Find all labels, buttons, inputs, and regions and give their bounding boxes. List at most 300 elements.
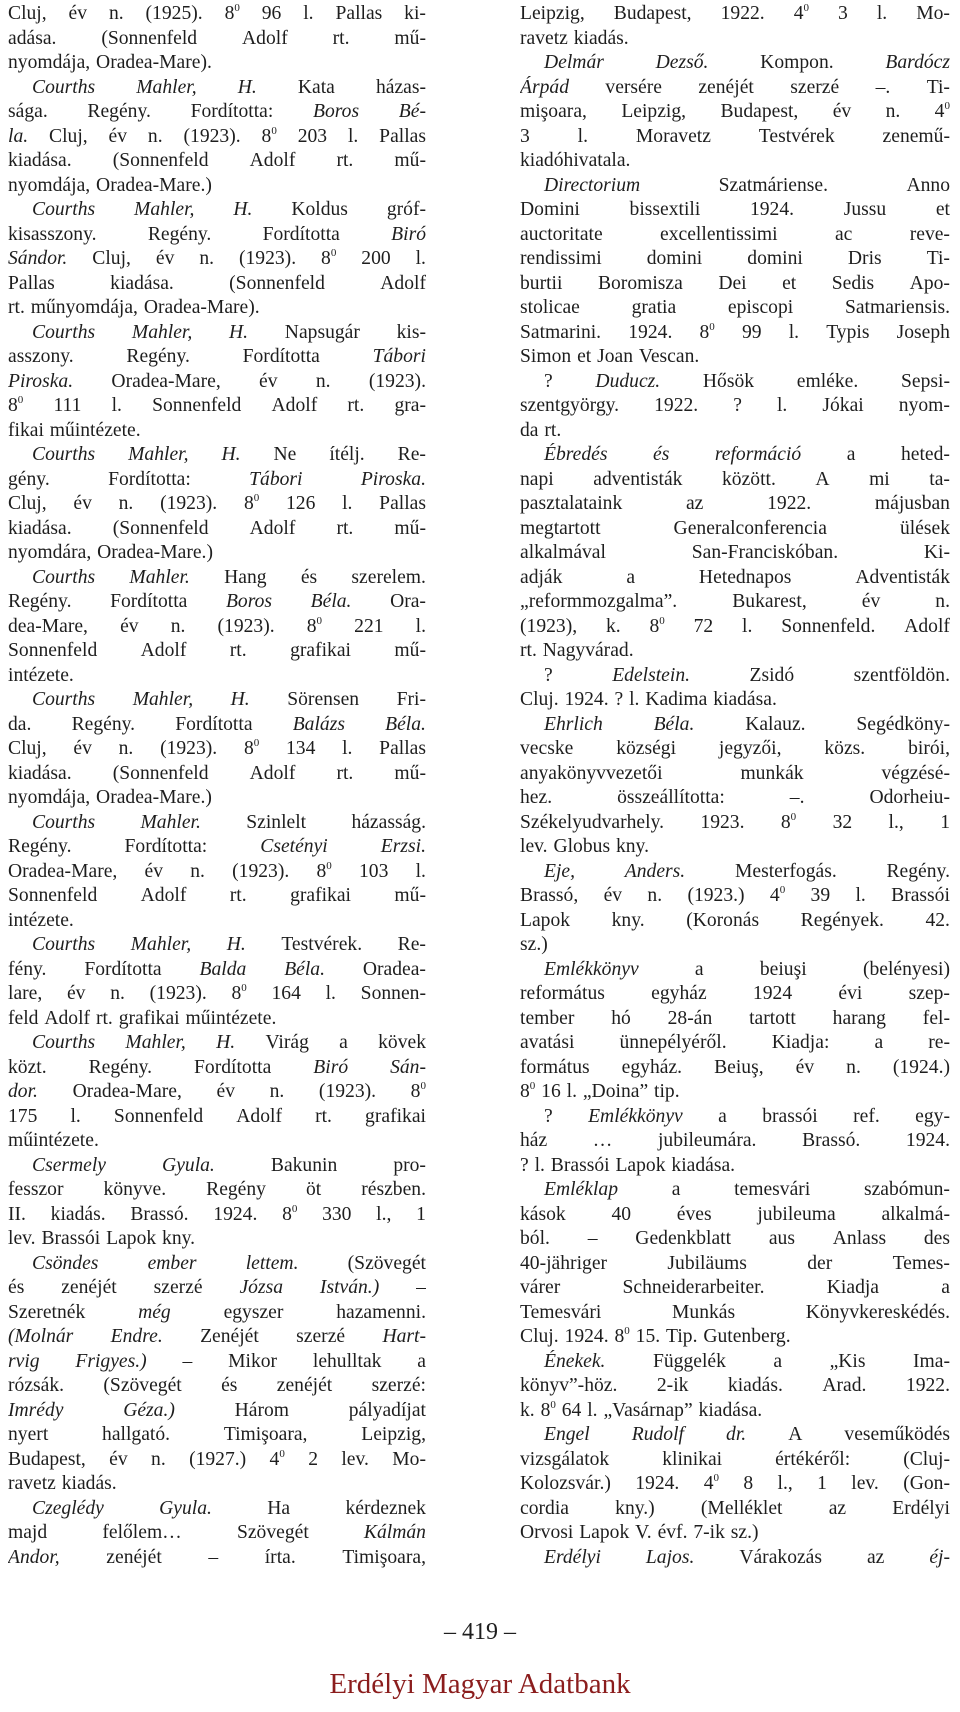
word [416, 247, 426, 272]
word [119, 737, 134, 762]
text-run: ünnepélyéről. [619, 1032, 727, 1053]
text-run: év [120, 615, 139, 637]
word [900, 517, 950, 542]
text-line [8, 2, 426, 27]
word [577, 345, 591, 370]
word [893, 1252, 950, 1277]
word [208, 1546, 218, 1571]
word [218, 615, 275, 640]
word [520, 223, 603, 248]
word [653, 443, 669, 468]
text-run: májusban [874, 493, 950, 514]
text-run: Vescan. [638, 346, 700, 367]
text-run: egyház. [621, 1056, 683, 1078]
text-run: Kompon. [760, 52, 834, 73]
text-line [520, 933, 950, 958]
text-run: szerzé [296, 1326, 346, 1347]
italic-run: Mahler, [128, 444, 189, 465]
word [96, 174, 212, 199]
word [146, 2, 203, 27]
text-run: ? [544, 664, 553, 686]
word [32, 321, 95, 346]
word [230, 639, 247, 664]
word [213, 1203, 257, 1228]
text-run: szentföldön. [853, 664, 950, 686]
word [687, 884, 744, 909]
text-run: Anlass [832, 1228, 887, 1249]
text-run: emléke. [796, 370, 859, 392]
word [520, 1276, 560, 1301]
italic-run: Endre. [110, 1326, 163, 1347]
text-run: Mo- [392, 1448, 426, 1470]
text-run: mű- [394, 150, 426, 171]
word [286, 492, 315, 517]
text-run: Schneiderarbeiter. [622, 1277, 765, 1298]
text-run: Lapok [579, 1522, 630, 1543]
text-run: (Koronás [686, 909, 760, 931]
italic-run: Anders. [624, 860, 686, 882]
word [8, 1325, 73, 1350]
text-run: év [861, 591, 881, 612]
word [243, 345, 320, 370]
text-run: Bakunin [270, 1154, 338, 1176]
text-line [520, 2, 950, 27]
word [8, 860, 117, 885]
word [520, 247, 602, 272]
text-run: fikai [8, 419, 44, 441]
text-run: (Szövegét [103, 1375, 182, 1396]
word [239, 247, 296, 272]
text-run: szentgyörgy. [520, 395, 620, 416]
word [8, 958, 46, 983]
word [910, 223, 950, 248]
word [718, 1105, 727, 1130]
text-run: intézete. [8, 664, 74, 686]
word [541, 1080, 561, 1105]
word [692, 541, 838, 566]
word [8, 1276, 24, 1301]
text-run: Szövegét [236, 1522, 309, 1543]
word [615, 1325, 630, 1350]
bibliography-column-left [8, 2, 426, 1570]
text-run: n. [885, 101, 901, 122]
text-run: 40-jähriger [520, 1252, 608, 1274]
word [394, 149, 426, 174]
text-run: Cluj, [49, 125, 88, 147]
word [227, 933, 246, 958]
word [734, 1178, 810, 1203]
word [544, 958, 639, 983]
text-run: rt. [336, 517, 354, 539]
superscript: 0 [550, 1398, 556, 1411]
text-run: nyomdája, [8, 52, 91, 73]
text-line [8, 958, 426, 983]
word [826, 321, 869, 346]
text-run: kások [520, 1203, 566, 1225]
text-run: Joseph [896, 321, 950, 343]
text-run: adják [520, 566, 563, 588]
word [635, 1521, 652, 1546]
text-line [520, 51, 950, 76]
text-run: Arad. [822, 1375, 867, 1396]
text-run: Anno [906, 174, 950, 196]
text-run: Fordította [175, 713, 253, 735]
text-line [8, 713, 426, 738]
text-run: Oradea-Mare.) [96, 174, 212, 196]
text-run: zenéjét [276, 1375, 333, 1396]
word [636, 1325, 661, 1350]
text-run: 8 [243, 493, 254, 514]
text-run: Satmarini. [520, 321, 602, 343]
text-run: 8 [699, 321, 710, 343]
word [8, 541, 91, 566]
superscript: 0 [529, 1080, 536, 1092]
text-line [520, 1374, 950, 1399]
word [32, 1497, 104, 1522]
text-line [8, 468, 426, 493]
word [544, 664, 553, 689]
text-run: Fordította [194, 1056, 272, 1078]
word [662, 1448, 722, 1473]
text-run: gróf- [386, 199, 426, 220]
text-line [520, 1497, 950, 1522]
word [53, 394, 81, 419]
word [394, 884, 426, 909]
italic-run: Gyula. [162, 1154, 215, 1176]
text-run: egyszer [223, 1301, 284, 1323]
text-run: 8 [306, 615, 317, 637]
text-run: Oradea-Mare.) [97, 542, 213, 563]
text-run: sága. [8, 101, 48, 122]
text-line [520, 1301, 950, 1326]
word [376, 76, 426, 101]
word [372, 1374, 426, 1399]
text-run: intézete. [8, 909, 74, 931]
word [8, 296, 25, 321]
word [520, 1080, 535, 1105]
superscript: 0 [779, 884, 786, 896]
text-run: Oradea-Mare, [111, 370, 221, 392]
word [361, 247, 390, 272]
word [110, 590, 187, 615]
word [904, 615, 950, 640]
text-run: nyomdája, [8, 787, 91, 808]
word [244, 737, 259, 762]
word [281, 933, 362, 958]
text-run: Cluj. [520, 1326, 559, 1347]
text-run: rt. [544, 419, 562, 441]
text-line [520, 958, 950, 983]
text-run: (1924.) [892, 1056, 950, 1078]
word [713, 688, 777, 713]
text-run: (1923.) [687, 885, 745, 906]
text-run: mişoara, [520, 101, 587, 122]
text-run: 4 [934, 101, 945, 122]
text-run: ülések [899, 517, 950, 539]
text-run: birói, [908, 738, 950, 759]
text-run: 200 [361, 248, 391, 269]
text-run: év [66, 983, 86, 1004]
text-run: (1923). [160, 493, 218, 514]
text-run: l. [111, 395, 122, 416]
word [869, 468, 890, 493]
text-run: Cluj, [8, 493, 47, 514]
italic-run: éj- [929, 1546, 950, 1568]
word [123, 1399, 175, 1424]
word [745, 713, 805, 738]
word [924, 1227, 950, 1252]
word [574, 27, 629, 52]
word [615, 1154, 665, 1179]
word [8, 149, 72, 174]
text-line [520, 517, 950, 542]
text-run: Regény. [71, 713, 136, 735]
word [544, 1350, 605, 1375]
word [520, 272, 562, 297]
word [160, 492, 217, 517]
text-run: sz.) [730, 1522, 759, 1543]
text-line [520, 541, 950, 566]
word [387, 198, 426, 223]
superscript: 0 [17, 394, 24, 406]
text-line [8, 590, 426, 615]
word [106, 1227, 156, 1252]
word [75, 1350, 146, 1375]
word [742, 321, 762, 346]
word [416, 1276, 426, 1301]
text-run: Lapok [106, 1228, 157, 1249]
italic-run: Tábori [372, 346, 426, 367]
word [854, 664, 950, 689]
word [361, 1423, 426, 1448]
word [520, 27, 568, 52]
word [520, 615, 577, 640]
word [541, 1399, 556, 1424]
word [660, 223, 778, 248]
text-run: rózsák. [8, 1375, 65, 1396]
text-run: rt. [315, 1105, 332, 1127]
word [354, 615, 383, 640]
italic-run: Árpád [520, 76, 569, 98]
word [698, 76, 753, 101]
word [84, 958, 161, 983]
word [190, 860, 205, 885]
text-run: ? [544, 1105, 553, 1127]
text-run: Testvérek. [281, 934, 363, 955]
word [32, 933, 95, 958]
text-run: házasság. [351, 811, 426, 833]
text-run: kis- [396, 321, 426, 343]
text-run: „Kis [829, 1350, 866, 1372]
text-line [520, 884, 950, 909]
text-line [8, 933, 426, 958]
word [604, 884, 623, 909]
text-run: 3 [520, 125, 530, 147]
word [259, 370, 278, 395]
word [194, 1056, 271, 1081]
word [760, 51, 833, 76]
word [615, 688, 624, 713]
text-run: Kiadja [826, 1277, 880, 1298]
text-run: Joan [597, 346, 633, 367]
word [130, 1203, 188, 1228]
text-run: „reformmozgalma”. [520, 591, 678, 612]
word [32, 443, 95, 468]
italic-run: Mahler, [136, 76, 197, 98]
word [822, 1374, 866, 1399]
word [855, 566, 950, 591]
text-run: Könyvkereskédés. [805, 1301, 950, 1323]
word [191, 100, 274, 125]
word [394, 394, 426, 419]
word [520, 149, 630, 174]
word [699, 1399, 763, 1424]
text-line [8, 272, 426, 297]
text-run: kisasszony. [8, 223, 97, 245]
word [928, 1031, 950, 1056]
superscript: 0 [234, 2, 240, 14]
text-line [8, 51, 426, 76]
text-run: nyomdára, [8, 542, 92, 563]
text-run: kiadása. [110, 272, 174, 294]
word [231, 688, 250, 713]
text-line [8, 198, 426, 223]
word [892, 1497, 950, 1522]
word [249, 468, 302, 493]
text-line [520, 737, 950, 762]
word [625, 860, 685, 885]
text-run: l. [876, 3, 888, 24]
word [657, 1374, 689, 1399]
word [769, 1227, 795, 1252]
word [96, 1007, 113, 1032]
superscript: 0 [713, 1472, 719, 1484]
word [225, 2, 240, 27]
word [635, 1227, 731, 1252]
word [381, 835, 426, 860]
italic-run: Mahler, [130, 934, 192, 955]
text-run: A [815, 468, 830, 490]
text-run: l. [742, 615, 753, 637]
word [380, 272, 426, 297]
text-line [8, 1301, 426, 1326]
word [544, 1105, 553, 1130]
text-line [520, 247, 950, 272]
text-run: (1923). [238, 248, 297, 269]
text-run: műnyomdája, [30, 297, 138, 318]
text-run: szep- [908, 983, 950, 1004]
text-run: 1924. [749, 199, 795, 220]
italic-run: Directorium [544, 174, 641, 196]
word [579, 1521, 629, 1546]
word [906, 1129, 950, 1154]
word [138, 1301, 171, 1326]
text-line [8, 835, 426, 860]
word [397, 688, 426, 713]
word [520, 345, 571, 370]
text-line [520, 835, 950, 860]
italic-run: Delmár [544, 52, 604, 73]
word [941, 1276, 950, 1301]
text-run: rt. [8, 297, 25, 318]
word [935, 590, 950, 615]
text-run: Adolf [249, 517, 296, 539]
text-run: 1 [416, 1203, 426, 1225]
text-run: –. [875, 76, 891, 98]
word [286, 737, 315, 762]
word [757, 1203, 835, 1228]
word [781, 615, 875, 640]
word [154, 1276, 203, 1301]
text-run: lare, [8, 983, 43, 1004]
text-run: Függelék [652, 1350, 726, 1372]
word [603, 1399, 692, 1424]
word [277, 1374, 332, 1399]
text-run: (Cluj- [903, 1448, 950, 1470]
text-run: l. [415, 248, 426, 269]
word [544, 370, 553, 395]
text-line [520, 345, 950, 370]
text-run: (Melléklet [700, 1497, 783, 1519]
text-run: ta- [929, 468, 950, 490]
text-run: heted- [901, 444, 950, 465]
text-run: tember [520, 1007, 575, 1029]
text-run: n. [151, 1448, 166, 1470]
word [927, 76, 950, 101]
word [886, 100, 901, 125]
text-run: Sonnenfeld [113, 1105, 204, 1127]
text-run: excellentissimi [660, 223, 778, 245]
word [73, 737, 92, 762]
text-run: n. [147, 125, 163, 147]
text-run: Pallas [379, 493, 426, 514]
text-run: év [832, 101, 852, 122]
word [8, 419, 44, 444]
word [379, 492, 426, 517]
text-run: et [782, 272, 797, 294]
word [250, 517, 296, 542]
text-run: Moravetz [635, 125, 711, 147]
text-run: Sedis [831, 272, 875, 294]
text-run: l. [415, 615, 426, 637]
word [520, 1374, 617, 1399]
text-line [520, 1399, 950, 1424]
word [8, 615, 88, 640]
text-line [520, 27, 950, 52]
superscript: 0 [253, 492, 260, 504]
italic-run: Gyula. [159, 1497, 212, 1519]
word [238, 76, 257, 101]
text-line [8, 27, 426, 52]
text-run: nyomdája, [8, 174, 91, 196]
text-line [8, 541, 426, 566]
word [361, 468, 426, 493]
text-run: rt. [336, 150, 354, 171]
text-run: kiadás. [50, 1203, 106, 1225]
text-run: lev. [520, 836, 548, 857]
italic-run: Dezső. [655, 52, 709, 73]
text-run: Re- [397, 934, 426, 955]
text-run: 1924. [635, 1473, 680, 1494]
text-run: l., [888, 811, 904, 833]
word [335, 2, 382, 27]
word [148, 125, 163, 150]
text-run: 4 [703, 1473, 714, 1494]
word [885, 51, 950, 76]
text-run: és [8, 1277, 25, 1298]
text-run: Domini [520, 199, 580, 220]
text-line [520, 639, 950, 664]
